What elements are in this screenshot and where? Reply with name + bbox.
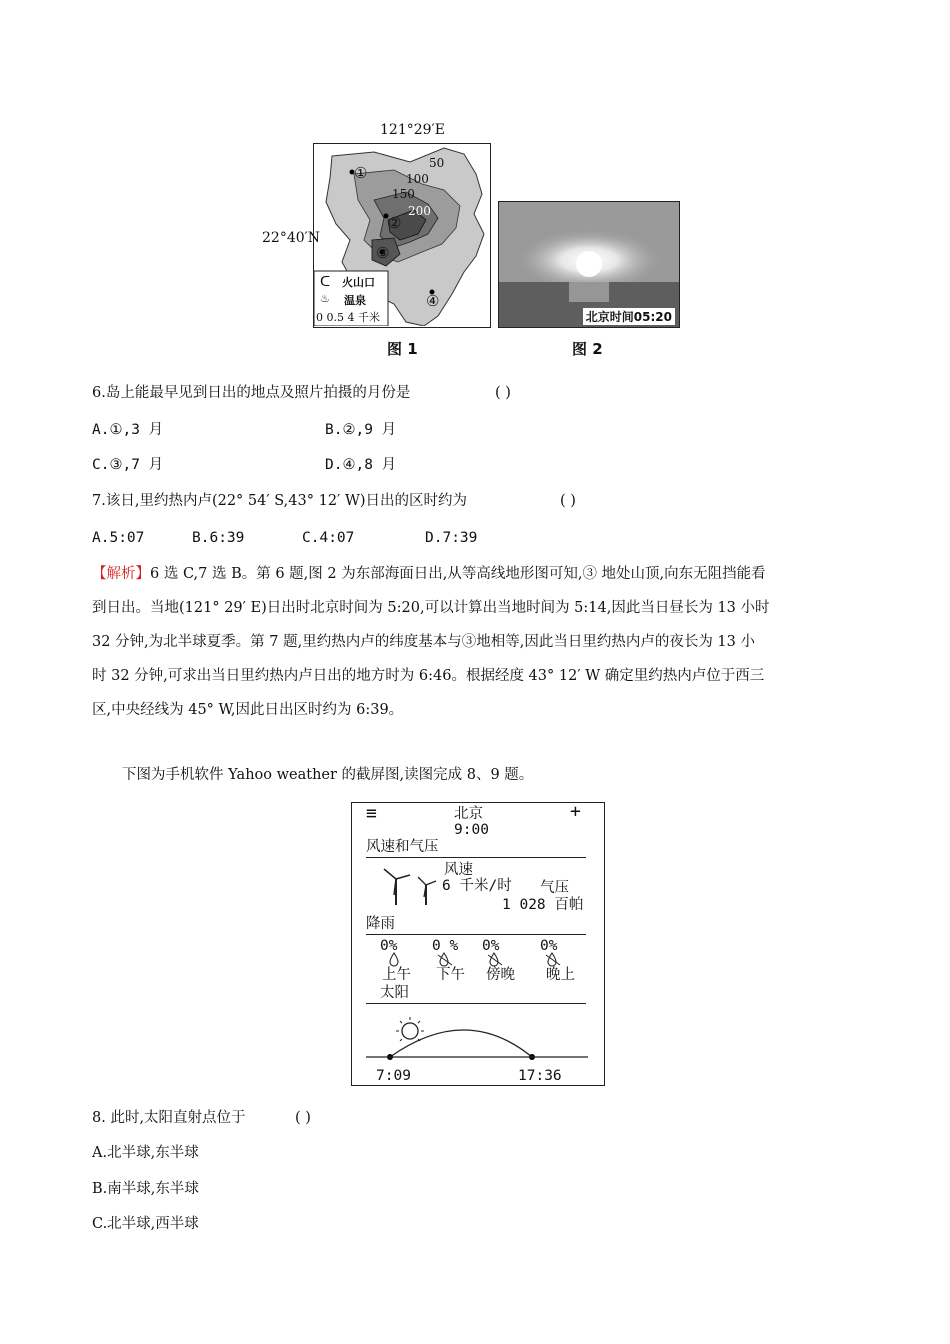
pressure-label: 气压 [540, 880, 569, 896]
analysis-line-5: 区,中央经线为 45° W,因此日出区时约为 6:39。 [92, 702, 404, 718]
legend-hotspring: 温泉 [344, 294, 366, 307]
section-sun: 太阳 [380, 985, 409, 1001]
q7-answer-paren: ( ) [560, 493, 576, 509]
q6-option-a: A.①,3 月 [92, 422, 164, 438]
crater-icon: ᑕ [320, 274, 331, 290]
sun-icon [396, 1017, 424, 1041]
contour-label-50: 50 [429, 156, 445, 170]
divider [366, 1003, 586, 1004]
q8-option-a: A.北半球,东半球 [92, 1145, 199, 1161]
wind-turbine-icon [380, 865, 440, 907]
divider [366, 934, 586, 935]
q8-answer-paren: ( ) [295, 1110, 311, 1126]
rain-evening-label: 傍晚 [486, 967, 515, 983]
longitude-label: 121°29′E [380, 122, 445, 138]
legend-scale: 0 0.5 4 千米 [316, 311, 380, 324]
sunrise-time: 7:09 [376, 1068, 411, 1084]
menu-icon[interactable]: ≡ [366, 803, 377, 824]
analysis-line-3: 32 分钟,为北半球夏季。第 7 题,里约热内卢的纬度基本与③地相等,因此当日里约热内卢的夜长为 13 小 [92, 634, 755, 650]
contour-label-150: 150 [392, 187, 415, 201]
current-time: 9:00 [454, 822, 489, 838]
photo-timestamp: 北京时间05:20 [583, 308, 675, 325]
sunrise-photo [498, 201, 680, 328]
wind-speed-value: 6 千米/时 [442, 878, 512, 894]
pressure-value: 1 028 百帕 [502, 897, 584, 913]
rain-night-label: 晚上 [546, 967, 575, 983]
q7-option-c: C.4:07 [302, 530, 355, 546]
raindrop-icons [386, 951, 576, 967]
hotspring-icon: ♨ [320, 292, 330, 305]
q6-answer-paren: ( ) [495, 385, 511, 401]
island-shape [314, 144, 489, 326]
city-name: 北京 [454, 806, 483, 822]
figure-1-caption: 图 1 [387, 340, 418, 358]
sun-arc-diagram [366, 1009, 588, 1065]
q7-option-d: D.7:39 [425, 530, 478, 546]
q6-option-d: D.④,8 月 [325, 457, 397, 473]
rain-afternoon-label: 下午 [436, 967, 465, 983]
rain-night-pct: 0% [540, 938, 558, 954]
weather-app-screenshot [351, 802, 605, 1086]
section-rain: 降雨 [366, 916, 395, 932]
point-2: ② [388, 214, 402, 232]
q6-option-b: B.②,9 月 [325, 422, 397, 438]
q6-stem: 6.岛上能最早见到日出的地点及照片拍摄的月份是 [92, 385, 411, 401]
q8-stem: 8. 此时,太阳直射点位于 [92, 1110, 246, 1126]
q8-option-c: C.北半球,西半球 [92, 1216, 199, 1232]
intro-paragraph: 下图为手机软件 Yahoo weather 的截屏图,读图完成 8、9 题。 [122, 767, 534, 783]
rain-afternoon-pct: 0 % [432, 938, 459, 954]
analysis-line-1: 【解析】6 选 C,7 选 B。第 6 题,图 2 为东部海面日出,从等高线地形图可知,③ 地处山顶,向东无阻挡能看 [92, 566, 766, 582]
sunset-time: 17:36 [518, 1068, 562, 1084]
analysis-line-4: 时 32 分钟,可求出当日里约热内卢日出的地方时为 6:46。根据经度 43° 12′ W 确定里约热内卢位于西三 [92, 668, 765, 684]
point-3: ③ [376, 244, 390, 262]
rain-evening-pct: 0% [482, 938, 500, 954]
figure-2-caption: 图 2 [572, 340, 603, 358]
section-wind-pressure: 风速和气压 [366, 839, 439, 855]
contour-label-100: 100 [406, 172, 429, 186]
add-icon[interactable]: + [570, 801, 581, 822]
q6-option-c: C.③,7 月 [92, 457, 164, 473]
q8-option-b: B.南半球,东半球 [92, 1181, 199, 1197]
q7-option-b: B.6:39 [192, 530, 245, 546]
island-contour-map [313, 143, 491, 328]
wind-speed-label: 风速 [444, 862, 473, 878]
analysis-line-2: 到日出。当地(121° 29′ E)日出时北京时间为 5:20,可以计算出当地时间为 5:14,因此当日昼长为 13 小时 [92, 600, 770, 616]
q7-option-a: A.5:07 [92, 530, 145, 546]
contour-label-200: 200 [408, 204, 431, 218]
point-1: ① [354, 164, 368, 182]
divider [366, 857, 586, 858]
rain-morning-pct: 0% [380, 938, 398, 954]
latitude-label: 22°40′N [262, 230, 321, 246]
analysis-tag: 【解析】 [92, 566, 150, 582]
legend-crater: 火山口 [342, 276, 375, 289]
rain-morning-label: 上午 [382, 967, 411, 983]
q7-stem: 7.该日,里约热内卢(22° 54′ S,43° 12′ W)日出的区时约为 [92, 493, 468, 509]
point-4: ④ [426, 292, 440, 310]
